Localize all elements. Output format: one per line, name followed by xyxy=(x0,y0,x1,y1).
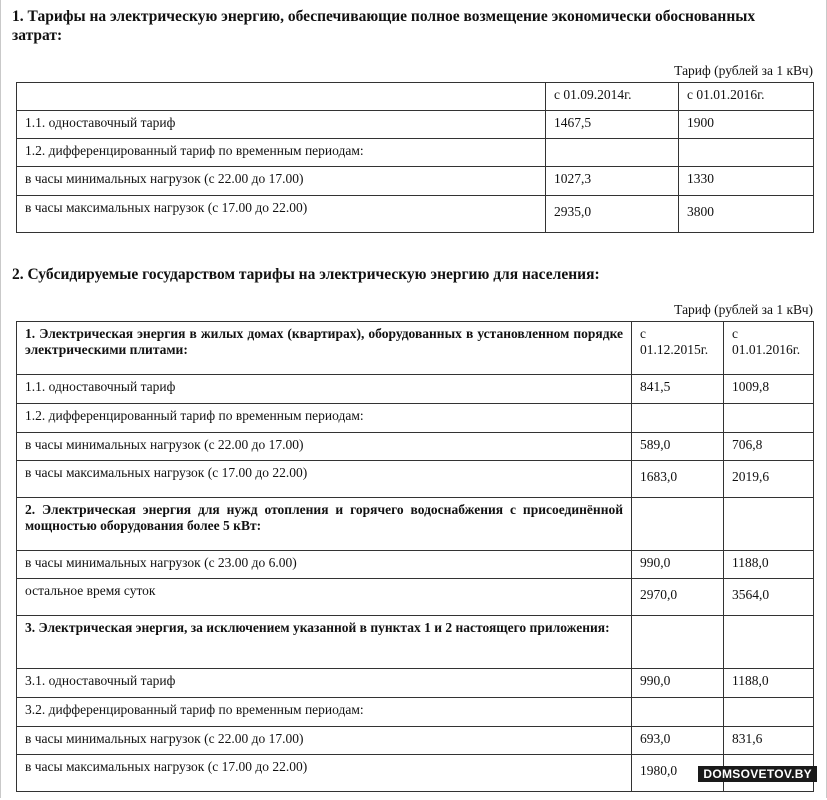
row-label: 3.1. одноставочный тариф xyxy=(17,669,632,698)
table-row xyxy=(17,698,814,727)
section2-unit-caption: Тариф (рублей за 1 кВч) xyxy=(674,302,813,317)
value-cell: 841,5 xyxy=(632,375,724,404)
header-cell: с 01.09.2014г. xyxy=(546,83,679,111)
table-row xyxy=(17,375,814,404)
section1-unit-caption: Тариф (рублей за 1 кВч) xyxy=(674,63,813,78)
value-cell: 2970,0 xyxy=(632,579,724,616)
row-label: в часы минимальных нагрузок (с 22.00 до 17.00) xyxy=(17,167,546,196)
section1-heading: 1. Тарифы на электрическую энергию, обеспечивающие полное возмещение экономически обоснованных затрат: xyxy=(12,8,756,44)
value-cell: с 01.01.2016г. xyxy=(724,322,814,375)
value-cell: 1188,0 xyxy=(724,551,814,579)
value-cell xyxy=(546,139,679,167)
value-cell: 1027,3 xyxy=(546,167,679,196)
table-row xyxy=(17,404,814,433)
value-cell xyxy=(632,616,724,669)
table-row xyxy=(17,433,814,461)
table-row xyxy=(17,616,814,669)
value-cell: 3564,0 xyxy=(724,579,814,616)
table-row xyxy=(17,111,814,139)
value-cell: 1980,0 xyxy=(632,755,724,792)
table-row xyxy=(17,167,814,196)
row-label: в часы максимальных нагрузок (с 17.00 до 22.00) xyxy=(17,461,632,498)
row-label: 3.2. дифференцированный тариф по временным периодам: xyxy=(17,698,632,727)
table-row xyxy=(17,579,814,616)
value-cell xyxy=(724,498,814,551)
section1-table xyxy=(16,82,814,233)
header-cell: с 01.01.2016г. xyxy=(679,83,814,111)
value-cell: 1330 xyxy=(679,167,814,196)
value-cell: 1900 xyxy=(679,111,814,139)
value-cell xyxy=(724,698,814,727)
row-label: 1.2. дифференцированный тариф по временным периодам: xyxy=(17,404,632,433)
value-cell: 3800 xyxy=(679,196,814,233)
table-row xyxy=(17,755,814,792)
value-cell: 990,0 xyxy=(632,551,724,579)
row-label: в часы максимальных нагрузок (с 17.00 до 22.00) xyxy=(17,196,546,233)
value-cell: 1683,0 xyxy=(632,461,724,498)
section2-table xyxy=(16,321,814,792)
table-row xyxy=(17,461,814,498)
table-row xyxy=(17,498,814,551)
value-cell xyxy=(632,404,724,433)
row-label: остальное время суток xyxy=(17,579,632,616)
value-cell: 831,6 xyxy=(724,727,814,755)
row-label: 1.1. одноставочный тариф xyxy=(17,111,546,139)
table-row xyxy=(17,551,814,579)
value-cell: 1467,5 xyxy=(546,111,679,139)
row-label: 3. Электрическая энергия, за исключением указанной в пунктах 1 и 2 настоящего приложения: xyxy=(17,616,632,669)
row-label: в часы минимальных нагрузок (с 22.00 до 17.00) xyxy=(17,433,632,461)
table-row xyxy=(17,139,814,167)
value-cell: 990,0 xyxy=(632,669,724,698)
value-cell xyxy=(724,616,814,669)
value-cell: 2935,0 xyxy=(546,196,679,233)
table-row xyxy=(17,727,814,755)
row-label: 2. Электрическая энергия для нужд отопления и горячего водоснабжения с присоединённой мощностью оборудования более 5 кВт: xyxy=(17,498,632,551)
table-row xyxy=(17,196,814,233)
section2-heading: 2. Субсидируемые государством тарифы на электрическую энергию для населения: xyxy=(12,266,600,283)
value-cell xyxy=(632,498,724,551)
row-label: в часы минимальных нагрузок (с 23.00 до 6.00) xyxy=(17,551,632,579)
row-label: 1.2. дифференцированный тариф по временным периодам: xyxy=(17,139,546,167)
value-cell: 706,8 xyxy=(724,433,814,461)
value-cell xyxy=(724,404,814,433)
row-label: в часы максимальных нагрузок (с 17.00 до 22.00) xyxy=(17,755,632,792)
value-cell: 1009,8 xyxy=(724,375,814,404)
site-watermark: DOMSOVETOV.BY xyxy=(698,766,817,782)
table-header-row xyxy=(17,83,814,111)
value-cell: 2019,6 xyxy=(724,461,814,498)
row-label: 1. Электрическая энергия в жилых домах (квартирах), оборудованных в установленном порядке электрическими плитами: xyxy=(17,322,632,375)
table-row xyxy=(17,322,814,375)
value-cell: 589,0 xyxy=(632,433,724,461)
value-cell xyxy=(679,139,814,167)
table-row xyxy=(17,669,814,698)
value-cell: с 01.12.2015г. xyxy=(632,322,724,375)
row-label: в часы минимальных нагрузок (с 22.00 до 17.00) xyxy=(17,727,632,755)
value-cell xyxy=(632,698,724,727)
header-cell xyxy=(17,83,546,111)
value-cell: 693,0 xyxy=(632,727,724,755)
row-label: 1.1. одноставочный тариф xyxy=(17,375,632,404)
value-cell: 1188,0 xyxy=(724,669,814,698)
